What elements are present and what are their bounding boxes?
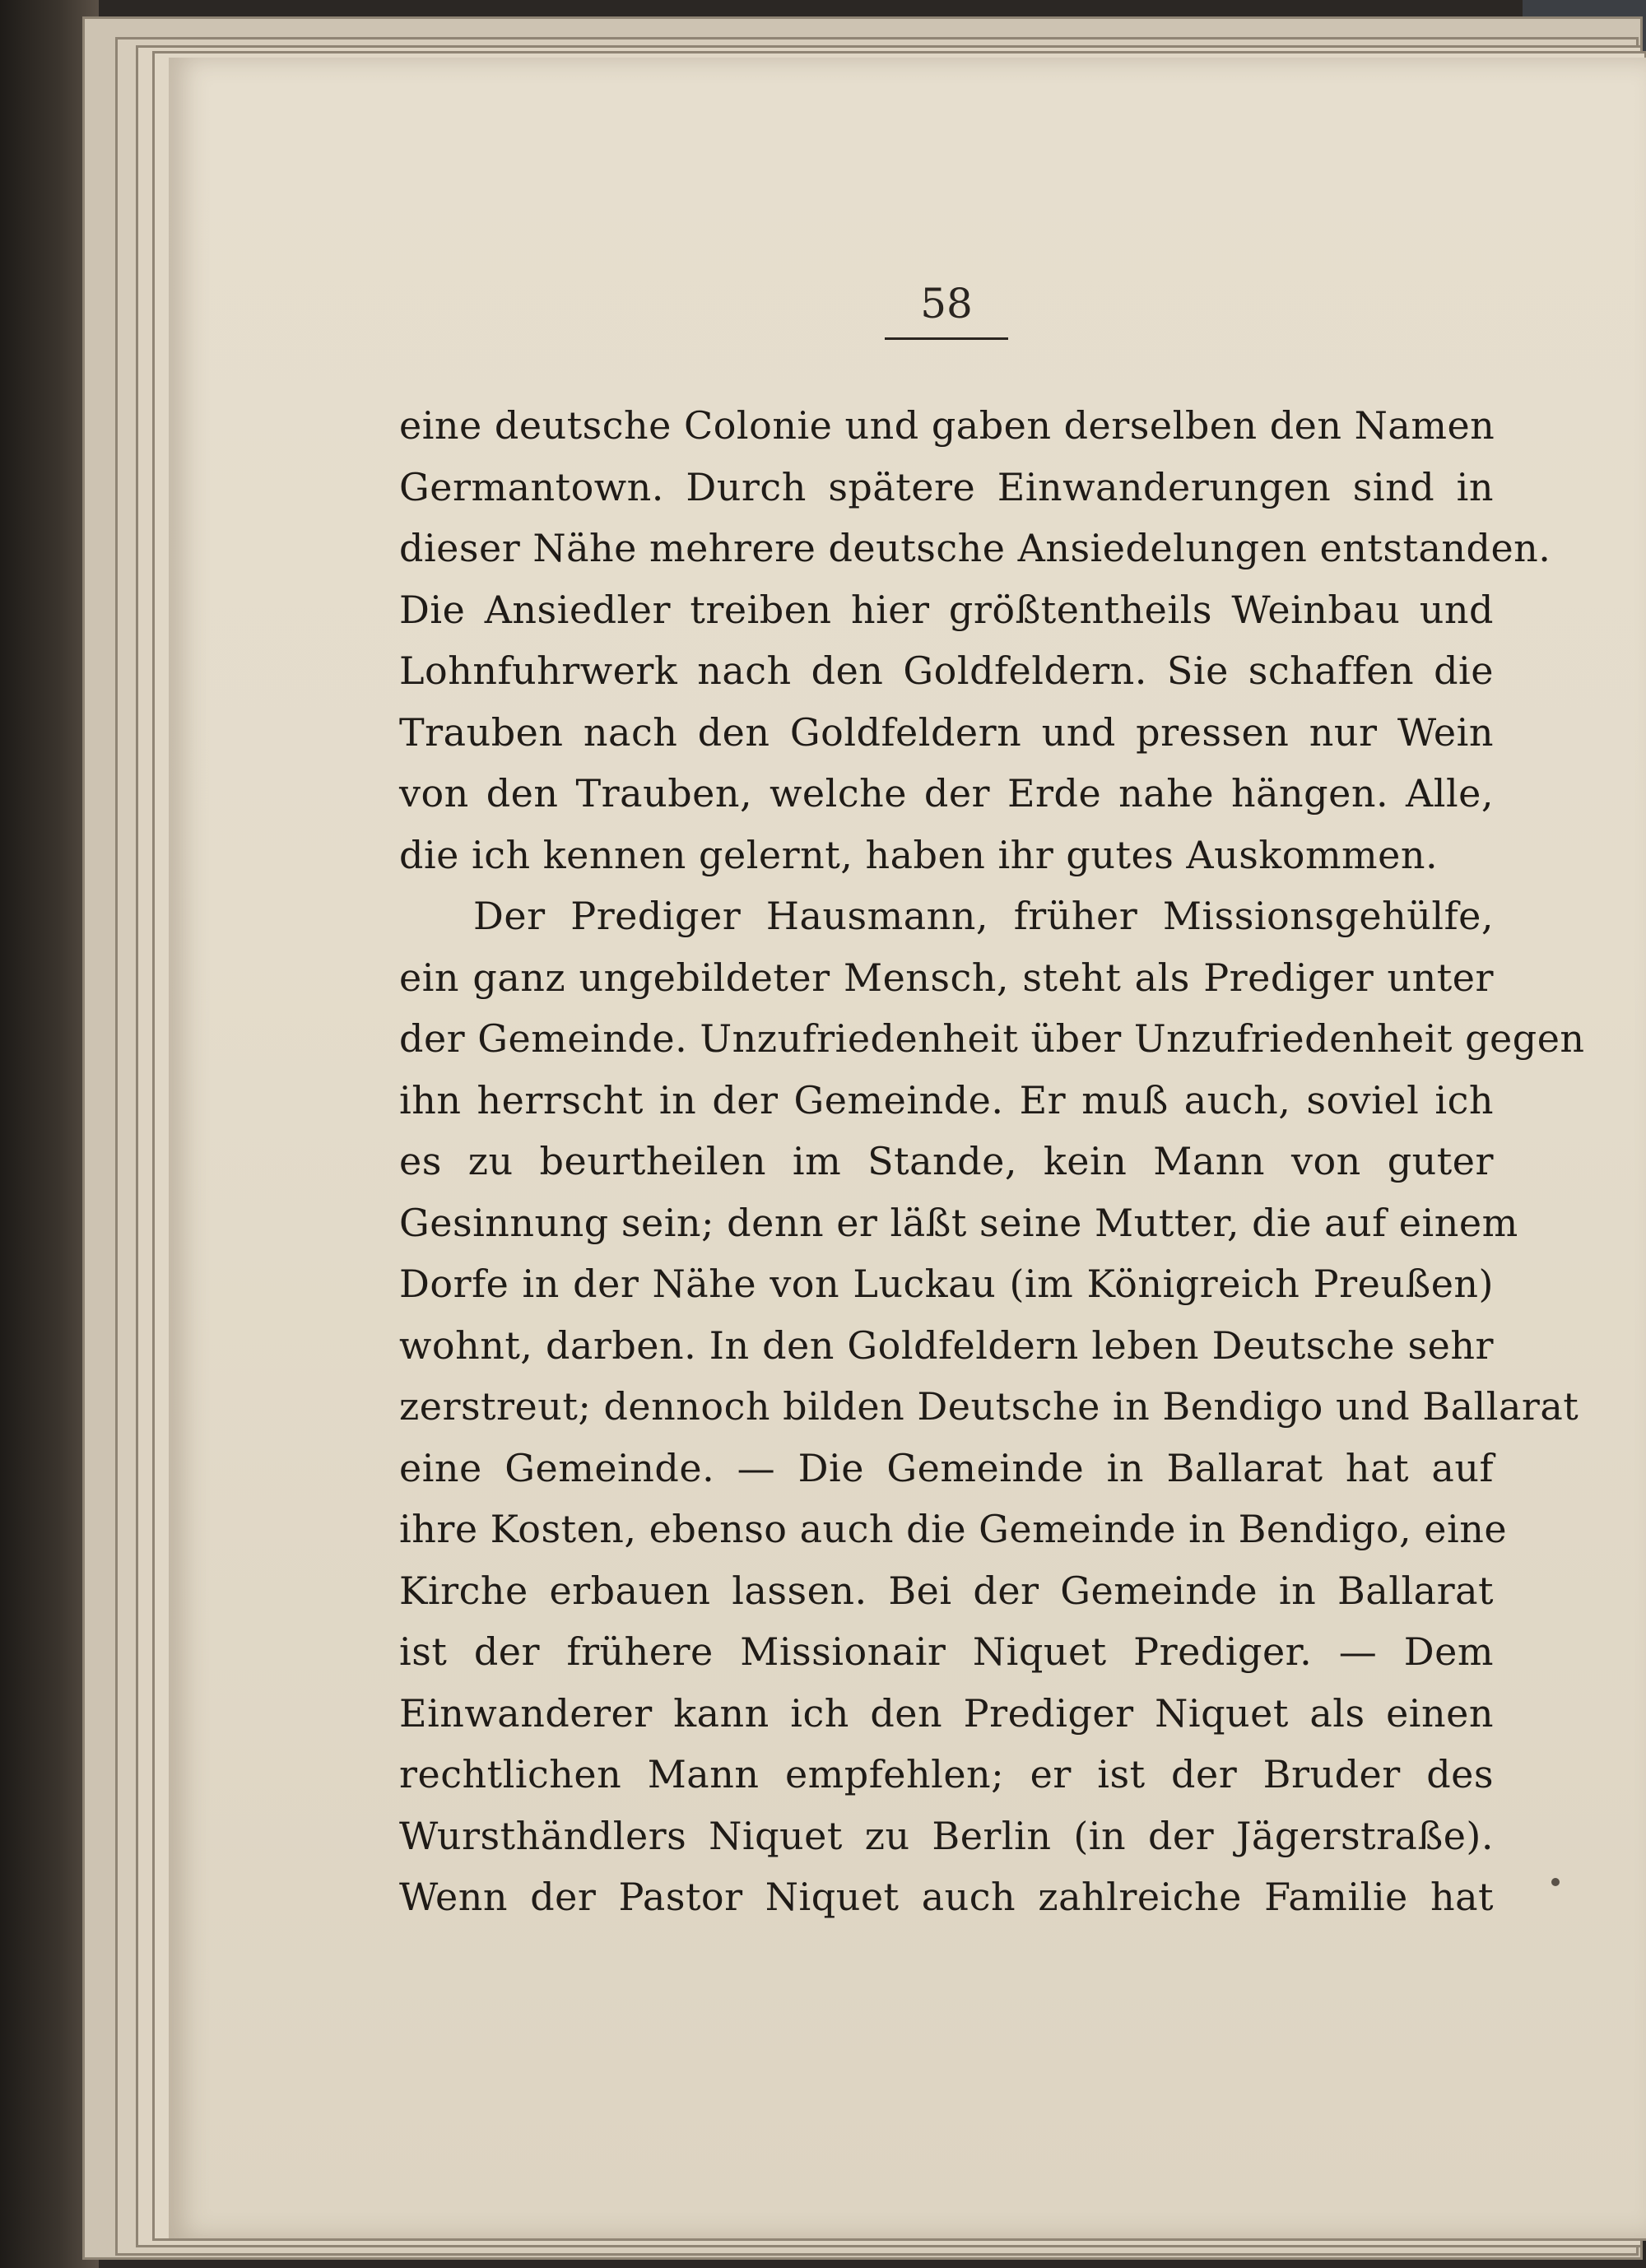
text-line: Gesinnung sein; denn er läßt seine Mutter, die auf einem bbox=[399, 1200, 1518, 1245]
text-line: der Gemeinde. Unzufriedenheit über Unzufriedenheit gegen bbox=[399, 1016, 1585, 1061]
page-number-rule bbox=[885, 337, 1008, 340]
text-line: wohnt, darben. In den Goldfeldern leben Deutsche sehr bbox=[399, 1322, 1494, 1368]
text-line: Die Ansiedler treiben hier größtentheils Weinbau und bbox=[399, 587, 1494, 632]
text-line: ihn herrscht in der Gemeinde. Er muß auch, soviel ich bbox=[399, 1077, 1494, 1122]
text-line-paragraph-start: Der Prediger Hausmann, früher Missionsgehülfe, bbox=[473, 894, 1494, 938]
page-number: 58 bbox=[920, 280, 973, 328]
text-line: Kirche erbauen lassen. Bei der Gemeinde in Ballarat bbox=[399, 1568, 1494, 1613]
text-line: ein ganz ungebildeter Mensch, steht als Prediger unter bbox=[399, 955, 1494, 1000]
text-line: Trauben nach den Goldfeldern und pressen nur Wein bbox=[399, 709, 1494, 755]
text-line: ist der frühere Missionair Niquet Prediger. — Dem bbox=[399, 1629, 1494, 1674]
text-line: eine deutsche Colonie und gaben derselben den Namen bbox=[399, 403, 1495, 448]
text-line: es zu beurtheilen im Stande, kein Mann von guter bbox=[399, 1139, 1494, 1183]
text-line: Dorfe in der Nähe von Luckau (im Königreich Preußen) bbox=[399, 1262, 1494, 1306]
text-line: dieser Nähe mehrere deutsche Ansiedelungen entstanden. bbox=[399, 526, 1551, 570]
text-line: ihre Kosten, ebenso auch die Gemeinde in Bendigo, eine bbox=[399, 1507, 1508, 1551]
text-line: Einwanderer kann ich den Prediger Niquet als einen bbox=[399, 1690, 1494, 1736]
text-line: Wursthändlers Niquet zu Berlin (in der Jägerstraße). bbox=[399, 1813, 1494, 1858]
paper-speck bbox=[1551, 1878, 1560, 1886]
text-line: von den Trauben, welche der Erde nahe hängen. Alle, bbox=[399, 771, 1494, 816]
text-line: Lohnfuhrwerk nach den Goldfeldern. Sie schaffen die bbox=[399, 648, 1494, 693]
text-line: Wenn der Pastor Niquet auch zahlreiche Familie hat bbox=[399, 1875, 1494, 1919]
text-line: die ich kennen gelernt, haben ihr gutes Auskommen. bbox=[399, 832, 1439, 877]
text-line: rechtlichen Mann empfehlen; er ist der Bruder des bbox=[399, 1752, 1494, 1796]
text-line: Germantown. Durch spätere Einwanderungen sind in bbox=[399, 464, 1494, 509]
text-line: zerstreut; dennoch bilden Deutsche in Bendigo und Ballarat bbox=[399, 1384, 1579, 1429]
body-text bbox=[399, 395, 1585, 1928]
text-line: eine Gemeinde. — Die Gemeinde in Ballarat hat auf bbox=[399, 1445, 1494, 1490]
